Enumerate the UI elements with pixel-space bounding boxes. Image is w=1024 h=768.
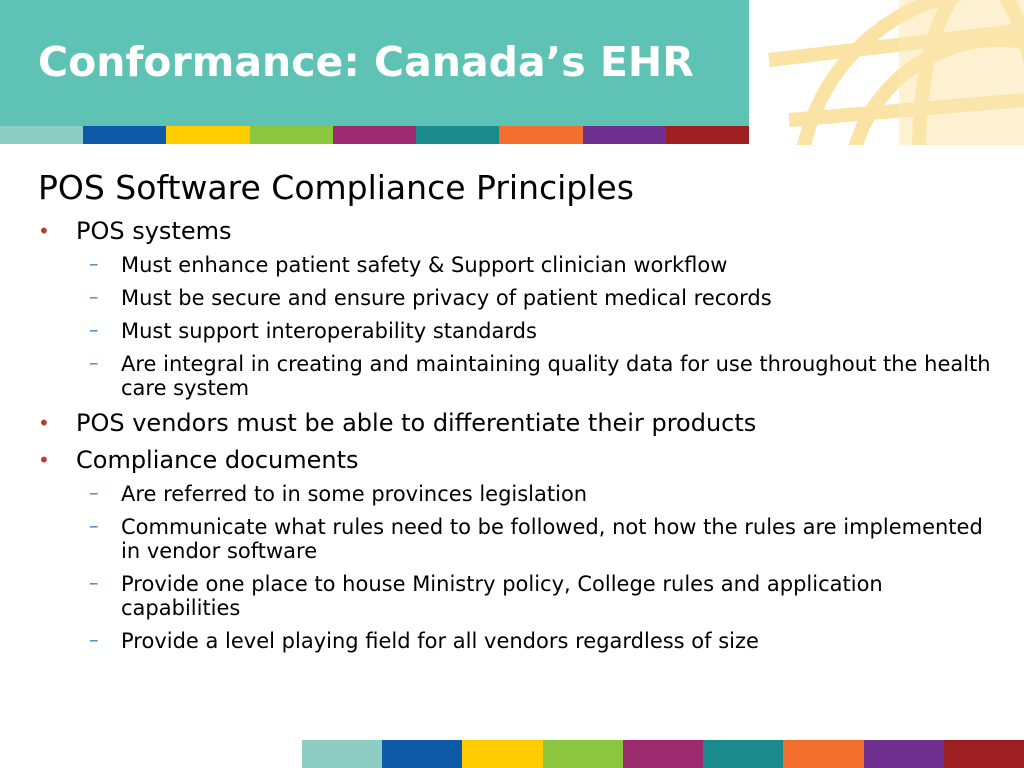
stripe-segment — [416, 126, 499, 144]
stripe-segment — [543, 740, 623, 768]
bullet-list — [38, 217, 998, 653]
stripe-segment — [944, 740, 1024, 768]
stripe-segment — [0, 126, 83, 144]
sub-bullet-text: Provide one place to house Ministry policy, College rules and application capabilities — [121, 572, 883, 620]
bullet-text: POS systems — [76, 217, 232, 245]
stripe-segment — [462, 740, 542, 768]
sub-bullet-list — [76, 253, 998, 400]
bottom-color-stripe — [302, 740, 1024, 768]
sub-bullet-item — [76, 286, 998, 310]
dash-icon: – — [89, 629, 99, 651]
slide-title: Conformance: Canada’s EHR — [38, 38, 694, 86]
bullet-text: POS vendors must be able to differentiate their products — [76, 409, 757, 437]
stripe-segment — [623, 740, 703, 768]
top-color-stripe — [0, 126, 749, 144]
stripe-segment — [499, 126, 582, 144]
slide-subtitle: POS Software Compliance Principles — [38, 168, 634, 207]
sub-bullet-text: Are integral in creating and maintaining quality data for use throughout the health care system — [121, 352, 991, 400]
stripe-segment — [666, 126, 749, 144]
bullet-item — [38, 217, 998, 400]
sub-bullet-item — [76, 253, 998, 277]
stripe-segment — [583, 126, 666, 144]
sub-bullet-list — [76, 482, 998, 653]
slide-content — [38, 168, 998, 662]
stripe-segment — [783, 740, 863, 768]
stripe-segment — [302, 740, 382, 768]
dash-icon: – — [89, 253, 99, 275]
sub-bullet-text: Provide a level playing field for all vendors regardless of size — [121, 629, 759, 653]
bullet-item — [38, 446, 998, 653]
sub-bullet-text: Must enhance patient safety & Support clinician workflow — [121, 253, 728, 277]
dash-icon: – — [89, 572, 99, 594]
sub-bullet-item — [76, 515, 998, 563]
sub-bullet-item — [76, 572, 998, 620]
sub-bullet-text: Are referred to in some provinces legislation — [121, 482, 588, 506]
bullet-dot-icon: • — [38, 411, 50, 435]
stripe-segment — [703, 740, 783, 768]
stripe-segment — [166, 126, 249, 144]
stripe-segment — [333, 126, 416, 144]
bullet-dot-icon: • — [38, 219, 50, 243]
sub-bullet-text: Communicate what rules need to be followed, not how the rules are implemented in vendor software — [121, 515, 983, 563]
sub-bullet-item — [76, 319, 998, 343]
sub-bullet-item — [76, 352, 998, 400]
stripe-segment — [864, 740, 944, 768]
dash-icon: – — [89, 482, 99, 504]
bullet-text: Compliance documents — [76, 446, 359, 474]
dash-icon: – — [89, 286, 99, 308]
dash-icon: – — [89, 352, 99, 374]
stripe-segment — [83, 126, 166, 144]
globe-decoration-icon — [749, 0, 1024, 145]
bullet-dot-icon: • — [38, 448, 50, 472]
bullet-item — [38, 409, 998, 438]
stripe-segment — [382, 740, 462, 768]
dash-icon: – — [89, 319, 99, 341]
sub-bullet-text: Must be secure and ensure privacy of patient medical records — [121, 286, 772, 310]
sub-bullet-text: Must support interoperability standards — [121, 319, 537, 343]
dash-icon: – — [89, 515, 99, 537]
stripe-segment — [250, 126, 333, 144]
sub-bullet-item — [76, 629, 998, 653]
sub-bullet-item — [76, 482, 998, 506]
